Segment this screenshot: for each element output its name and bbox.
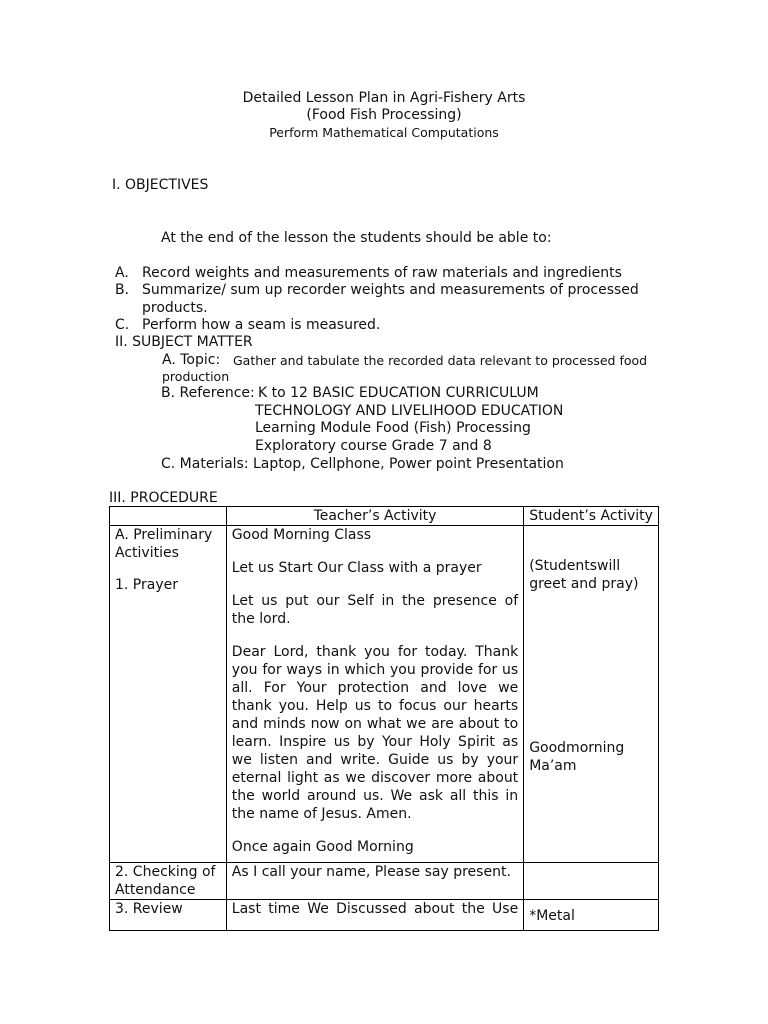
objective-c-text: Perform how a seam is measured. bbox=[142, 317, 381, 333]
student-greet-pray: (Studentswill greet and pray) bbox=[529, 558, 639, 592]
review-label: 3. Review bbox=[110, 900, 227, 931]
teacher-greeting-again: Once again Good Morning bbox=[231, 839, 414, 855]
objective-a-marker: A. bbox=[115, 265, 129, 281]
objectives-heading: I. OBJECTIVES bbox=[112, 177, 209, 193]
row-preliminary-label bbox=[110, 526, 227, 863]
procedure-heading: III. PROCEDURE bbox=[109, 490, 218, 506]
teacher-presence: Let us put our Self in the presence of the lord. bbox=[231, 593, 519, 627]
subject-matter-heading: II. SUBJECT MATTER bbox=[115, 334, 253, 350]
materials-line: C. Materials: Laptop, Cellphone, Power point Presentation bbox=[161, 456, 564, 472]
reference-line-4: Exploratory course Grade 7 and 8 bbox=[255, 438, 492, 454]
reference-label: B. Reference: bbox=[161, 385, 255, 401]
topic-text-continued: production bbox=[162, 369, 230, 384]
header-students-activity: Student’s Activity bbox=[524, 507, 659, 526]
attendance-student bbox=[524, 863, 659, 900]
table-row bbox=[110, 863, 659, 900]
review-teacher: Last time We Discussed about the Use bbox=[226, 900, 523, 931]
row-preliminary-teacher bbox=[226, 526, 523, 863]
objective-c-marker: C. bbox=[115, 317, 130, 333]
review-student-text: *Metal bbox=[529, 908, 575, 924]
student-goodmorning: Goodmorning Ma’am bbox=[529, 740, 625, 774]
reference-line-2: TECHNOLOGY AND LIVELIHOOD EDUCATION bbox=[255, 403, 564, 419]
reference-line-1: K to 12 BASIC EDUCATION CURRICULUM bbox=[258, 385, 539, 401]
review-student bbox=[524, 900, 659, 931]
teacher-greeting: Good Morning Class bbox=[231, 527, 372, 543]
topic-label: A. Topic: bbox=[162, 352, 221, 368]
attendance-teacher: As I call your name, Please say present. bbox=[226, 863, 523, 900]
objective-a-text: Record weights and measurements of raw materials and ingredients bbox=[142, 265, 622, 281]
objectives-intro: At the end of the lesson the students should be able to: bbox=[161, 230, 552, 246]
reference-line-3: Learning Module Food (Fish) Processing bbox=[255, 420, 531, 436]
table-header-row bbox=[110, 507, 659, 526]
procedure-table bbox=[109, 506, 659, 931]
document-topic: Perform Mathematical Computations bbox=[269, 125, 499, 140]
teacher-prayer-text: Dear Lord, thank you for today. Thank you for ways in which you provide for us all. For Your protection and love we thank you. Help us to focus our hearts and minds now on what we are about to learn. Inspire us by Your Holy Spirit as we listen and write. Guide us by your eternal light as we discover more about the world around us. We ask all this in the name of Jesus. Amen. bbox=[231, 644, 519, 822]
objective-b-text-continued: products. bbox=[142, 300, 208, 316]
topic-text: Gather and tabulate the recorded data relevant to processed food bbox=[233, 353, 648, 368]
header-teachers-activity: Teacher’s Activity bbox=[226, 507, 523, 526]
objective-b-text: Summarize/ sum up recorder weights and measurements of processed bbox=[142, 282, 639, 298]
header-cell-blank bbox=[110, 507, 227, 526]
document-subtitle: (Food Fish Processing) bbox=[306, 107, 462, 123]
document-title: Detailed Lesson Plan in Agri-Fishery Arts bbox=[242, 90, 526, 106]
row-preliminary-student bbox=[524, 526, 659, 863]
preliminary-activities-label: A. Preliminary Activities bbox=[115, 527, 213, 561]
prayer-label: 1. Prayer bbox=[115, 577, 178, 593]
objective-b-marker: B. bbox=[115, 282, 130, 298]
attendance-label: 2. Checking of Attendance bbox=[110, 863, 227, 900]
teacher-prayer-intro: Let us Start Our Class with a prayer bbox=[231, 560, 482, 576]
table-row bbox=[110, 526, 659, 863]
table-row bbox=[110, 900, 659, 931]
